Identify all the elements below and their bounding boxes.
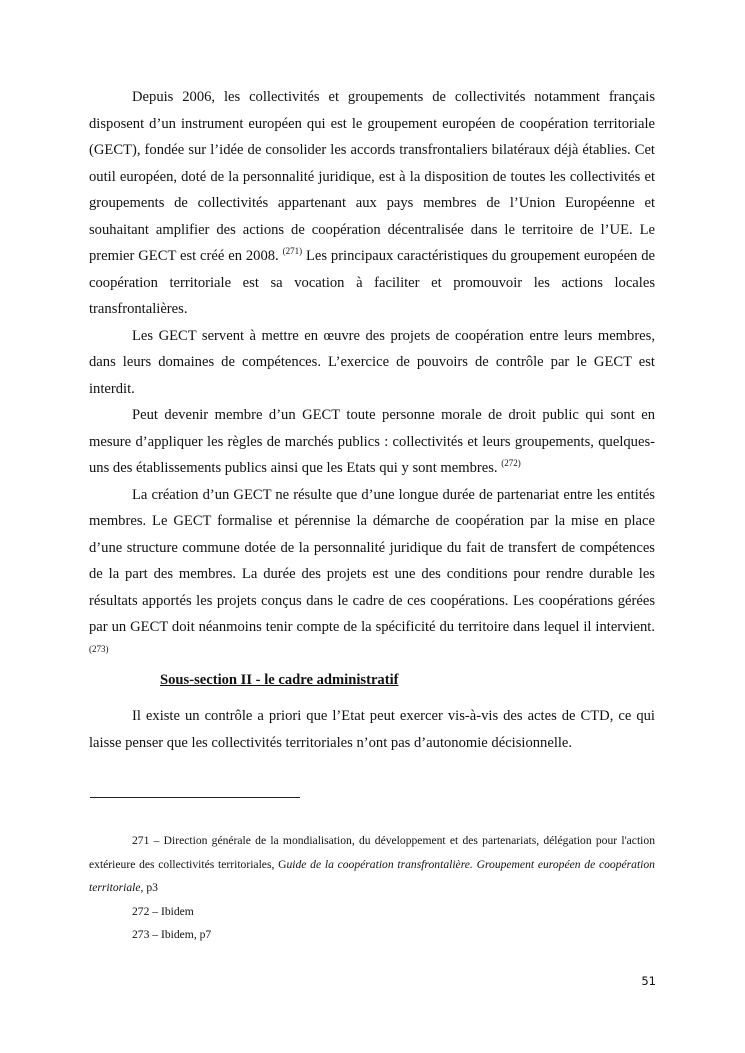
footnote-272: 272 – Ibidem <box>132 904 194 918</box>
footnote-ref-271[interactable]: (271) <box>282 246 303 256</box>
body-text <box>89 84 655 667</box>
paragraph-gect-purpose: Les GECT servent à mettre en œuvre des projets de coopération entre leurs membres, dans leurs domaines de compétences. L’exercice de pouvoirs de contrôle par le GECT est interdit. <box>89 327 655 397</box>
footnote-separator <box>90 797 300 798</box>
paragraph-controle: Il existe un contrôle a priori que l’Etat peut exercer vis-à-vis des actes de CTD, ce qui laisse penser que les collectivités territoriales n’ont pas d’autonomie décisionnelle. <box>89 708 655 751</box>
paragraph-gect-intro: Depuis 2006, les collectivités et groupements de collectivités notamment français disposent d’un instrument européen qui est le groupement européen de coopération territoriale (GECT), fondée sur l’idée de consolider les accords transfrontaliers bilatéraux déjà établies. Cet outil européen, doté de la personnalité juridique, est à la disposition de toutes les collectivités et groupements de collectivités appartenant aux pays membres de l’Union Européenne et souhaitant amplifier des actions de coopération décentralisée dans le territoire de l’UE. Le premier GECT est créé en 2008. $^{(271)}$ Les principaux caractéristiques du groupement européen de coopération territoriale est sa vocation à faciliter et promouvoir les actions locales transfrontalières. <box>89 89 655 317</box>
footnote-271: 271 – Direction générale de la mondialisation, du développement et des partenariats, délégation pour l'action extérieure des collectivités territoriales, Guide de la coopération transfrontalière. Groupement européen de coopération territoriale, p3 <box>89 834 655 895</box>
section-heading: Sous-section II - le cadre administratif <box>160 672 399 688</box>
footnote-273: 273 – Ibidem, p7 <box>132 928 212 942</box>
paragraph-gect-membership: Peut devenir membre d’un GECT toute personne morale de droit public qui sont en mesure d’appliquer les règles de marchés publics : collectivités et leurs groupements, quelques-uns des établissements publics ainsi que les Etats qui y sont membres. $^{(272)}$ <box>89 407 655 476</box>
paragraph-gect-creation: La création d’un GECT ne résulte que d’une longue durée de partenariat entre les entités membres. Le GECT formalise et pérennise la démarche de coopération par la mise en place d’une structure commune dotée de la personnalité juridique du fait de transfert de compétences de la part des membres. La durée des projets est une des conditions pour rendre durable les résultats apportés les projets conçus dans le cadre de ces coopérations. Les coopérations gérées par un GECT doit néanmoins tenir compte de la spécificité du territoire dans lequel il intervient. $^{(273)}$ <box>89 486 655 654</box>
footnote-ref-272[interactable]: (272) <box>501 458 521 468</box>
body-text-section <box>89 703 655 757</box>
footnotes <box>89 829 655 947</box>
page-number: 51 <box>641 974 656 988</box>
footnote-ref-273[interactable]: (273) <box>89 643 109 654</box>
